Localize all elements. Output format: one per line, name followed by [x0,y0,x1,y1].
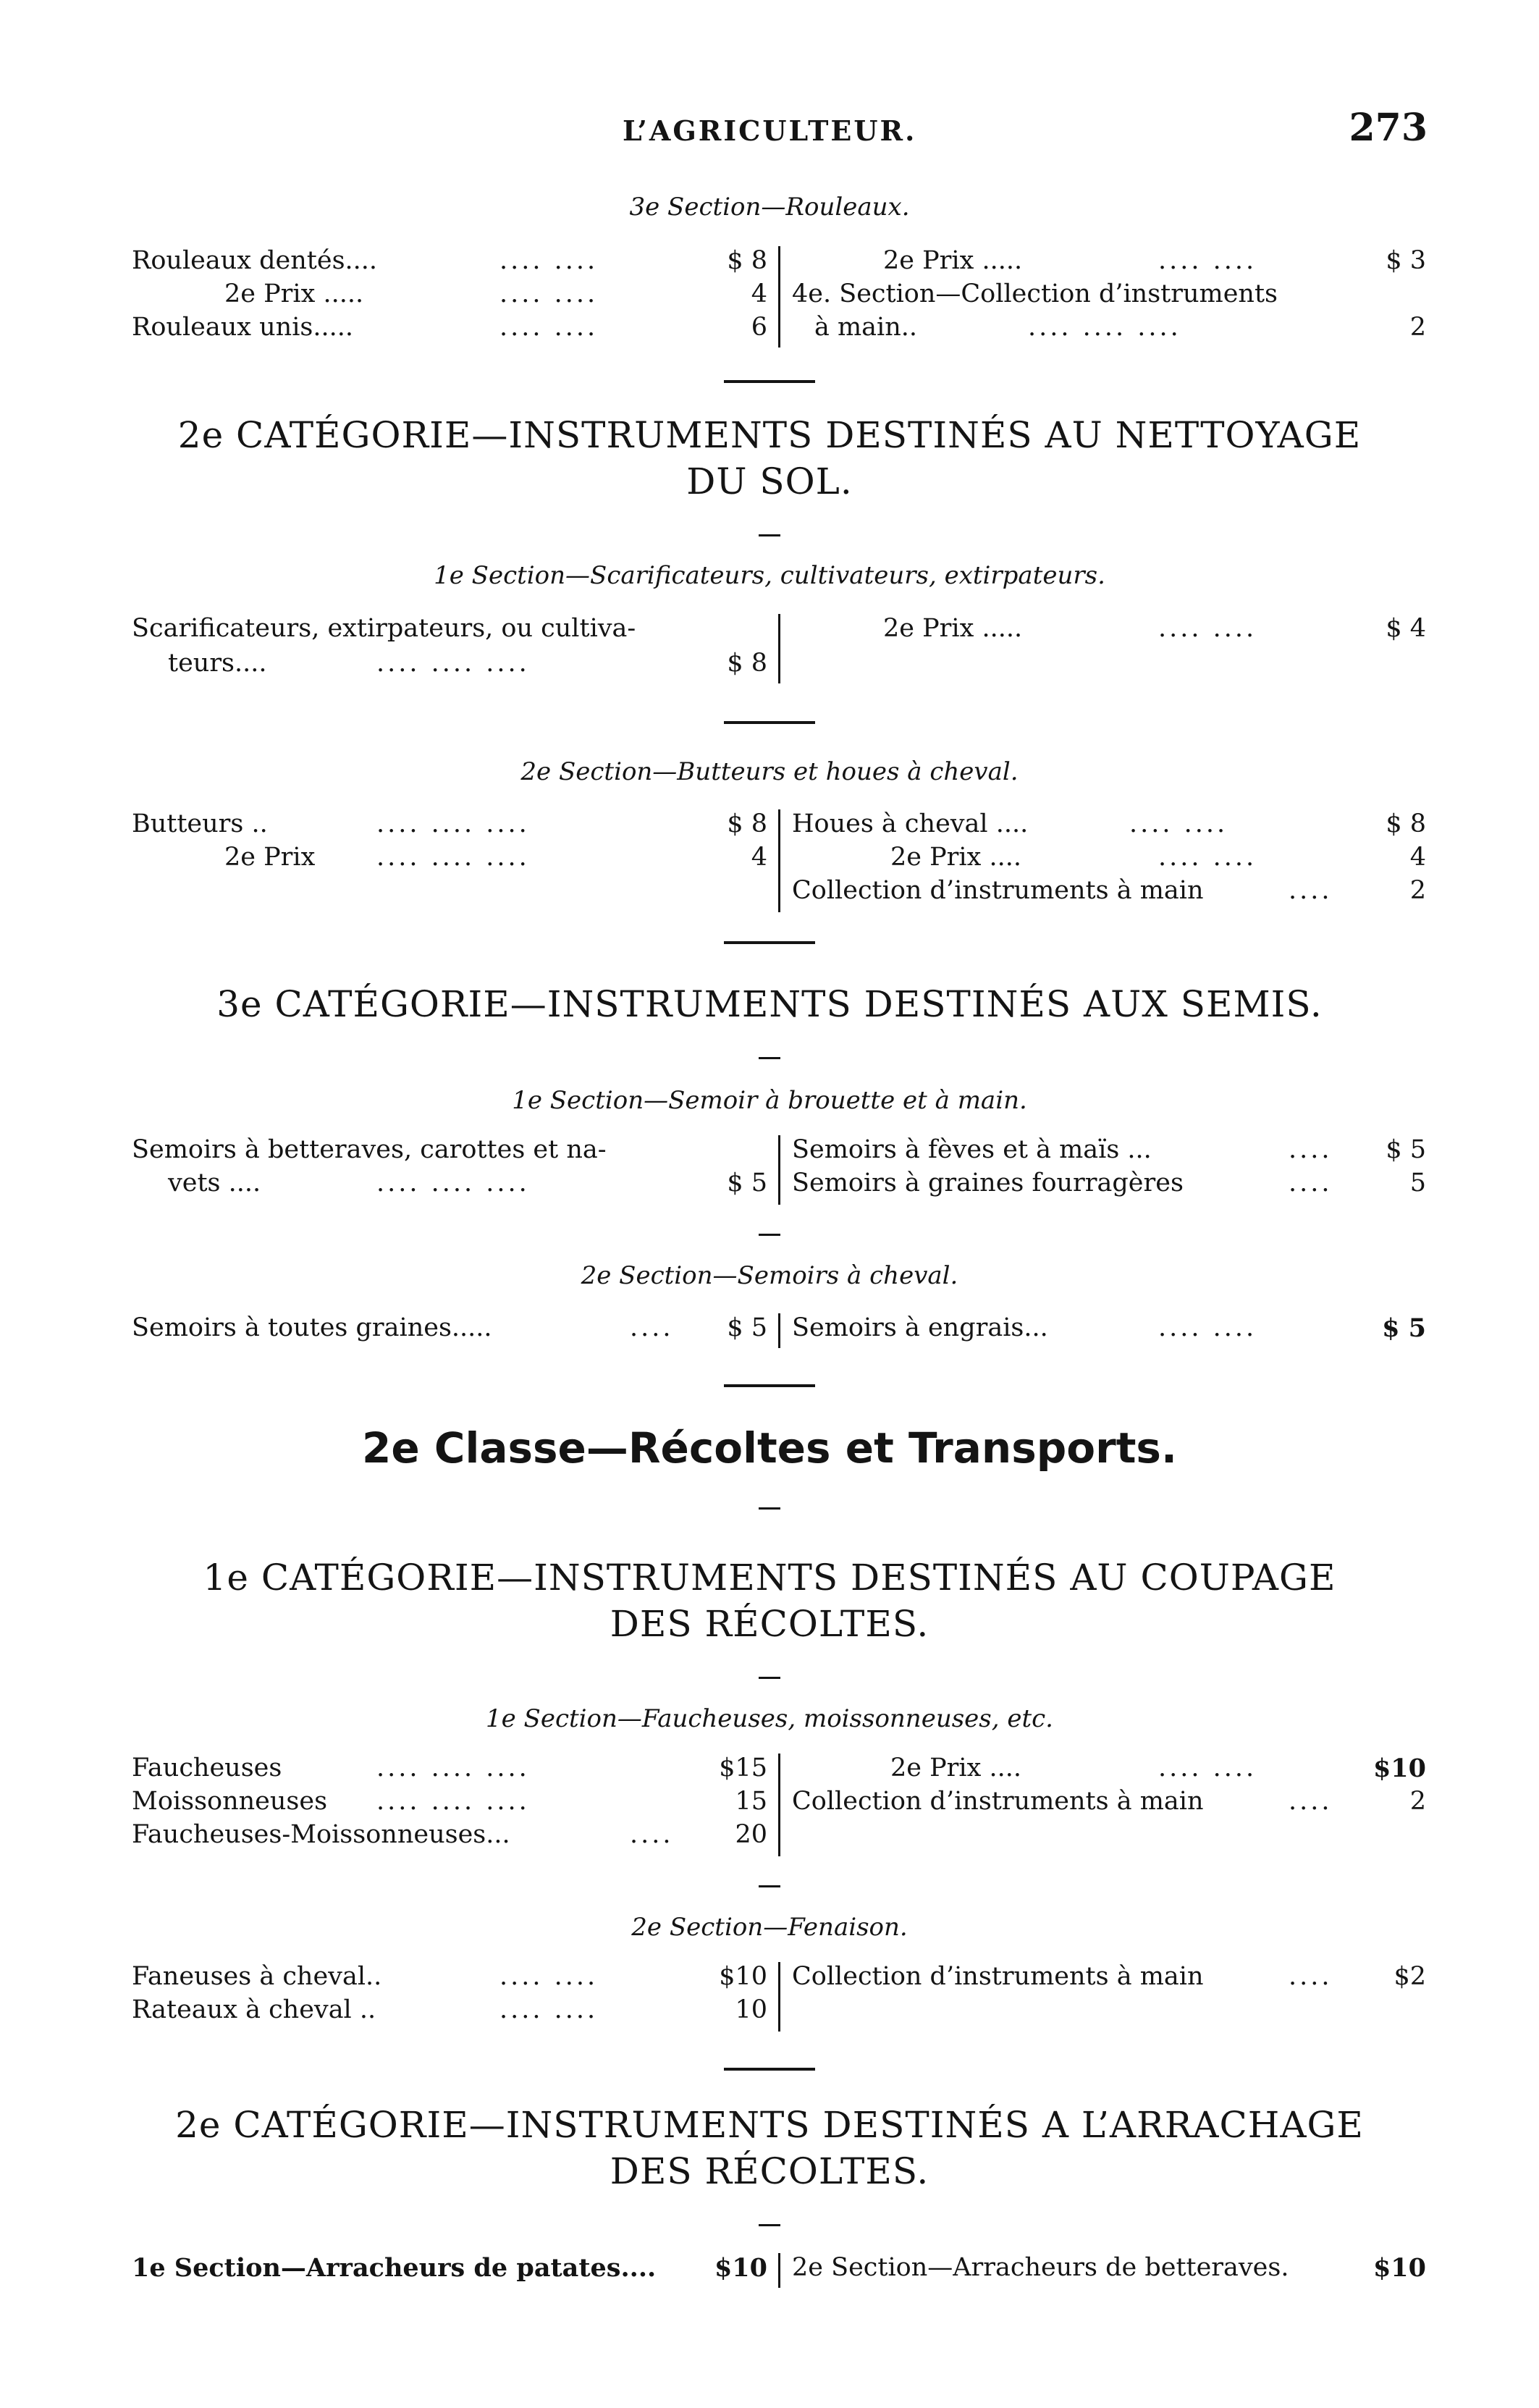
leader-dots: .... .... .... [376,649,530,678]
leader-dots: .... [630,1313,674,1342]
entry-label: 2e Section—Arracheurs de betteraves. [792,2253,1289,2282]
short-rule [759,2224,780,2226]
leader-dots: .... [1289,1962,1333,1991]
entry-value: $ 5 [727,1169,767,1197]
class-heading: 2e Classe—Récoltes et Transports. [362,1423,1177,1473]
section-rule [724,1384,815,1387]
entry-value: $ 8 [1386,809,1426,838]
category-heading: 3e CATÉGORIE—INSTRUMENTS DESTINÉS AUX SEMIS. [216,983,1323,1025]
entry-value: $10 [719,1962,767,1991]
entry-label: Semoirs à toutes graines..... [132,1313,492,1342]
section-title-fenaison: 2e Section—Fenaison. [631,1913,908,1942]
entry-label: Semoirs à fèves et à maïs ... [792,1135,1152,1164]
entry-value: 2 [1409,1787,1426,1816]
section-title-rouleaux: 3e Section—Rouleaux. [629,193,910,222]
short-rule [759,1234,780,1236]
section-rule [724,380,815,383]
entry-value: 4 [751,843,767,872]
entry-label: 2e Prix .... [890,843,1021,872]
entry-value: $ 5 [1386,1135,1426,1164]
entry-value: $10 [1373,2253,1426,2283]
entry-label: vets .... [168,1169,261,1197]
leader-dots: .... .... [1158,843,1257,872]
leader-dots: .... .... [499,246,599,275]
leader-dots: .... .... .... [376,843,530,872]
entry-value: 6 [751,313,767,342]
entry-value: $10 [1373,1754,1426,1783]
leader-dots: .... .... .... [376,1754,530,1782]
entry-label: Houes à cheval .... [792,809,1029,838]
leader-dots: .... .... [1158,1313,1257,1342]
entry-value: $10 [714,2253,767,2283]
entry-value: $2 [1393,1962,1426,1991]
leader-dots: .... [1289,1135,1333,1164]
category-heading: 2e CATÉGORIE—INSTRUMENTS DESTINÉS AU NETTOYAGE [177,414,1362,456]
category-heading-cont: DES RÉCOLTES. [610,2150,929,2192]
entry-label: Moissonneuses [132,1787,328,1816]
column-divider [778,809,780,912]
short-rule [759,534,780,536]
entry-value: $ 8 [727,649,767,678]
leader-dots: .... .... .... [376,809,530,838]
entry-label: à main.. [814,313,918,342]
section-rule [724,941,815,944]
leader-dots: .... .... .... [1028,313,1181,342]
entry-label: Semoirs à graines fourragères [792,1169,1184,1197]
entry-value: $ 4 [1386,614,1426,643]
category-heading-cont: DES RÉCOLTES. [610,1603,929,1645]
entry-label: Rouleaux unis..... [132,313,354,342]
section-title-semoir-main: 1e Section—Semoir à brouette et à main. [512,1086,1027,1115]
category-heading: 2e CATÉGORIE—INSTRUMENTS DESTINÉS A L’ARRACHAGE [175,2104,1364,2146]
page-number: 273 [1349,106,1428,150]
leader-dots: .... .... [1129,809,1228,838]
column-divider [778,1754,780,1856]
entry-value: 10 [735,1995,767,2024]
leader-dots: .... [630,1820,674,1849]
leader-dots: .... .... [499,1995,599,2024]
entry-label: 4e. Section—Collection d’instruments [792,279,1278,308]
entry-label: 2e Prix ..... [224,279,364,308]
leader-dots: .... [1289,1169,1333,1197]
entry-value: $ 5 [727,1313,767,1342]
column-divider [778,1135,780,1205]
short-rule [759,1057,780,1059]
entry-label: Faucheuses [132,1754,282,1782]
column-divider [778,1962,780,2032]
short-rule [759,1677,780,1679]
entry-value: 5 [1409,1169,1426,1197]
section-title-semoirs-cheval: 2e Section—Semoirs à cheval. [581,1261,958,1290]
entry-label: Faucheuses-Moissonneuses... [132,1820,510,1849]
entry-label: 1e Section—Arracheurs de patates.... [132,2253,657,2283]
entry-label: Rateaux à cheval .. [132,1995,376,2024]
section-rule [724,2068,815,2071]
entry-label: 2e Prix ..... [883,246,1023,275]
column-divider [778,2253,780,2288]
entry-label: Collection d’instruments à main [792,1962,1204,1991]
category-heading: 1e CATÉGORIE—INSTRUMENTS DESTINÉS AU COUPAGE [203,1557,1336,1599]
column-divider [778,246,780,348]
leader-dots: .... .... [499,313,599,342]
entry-label: Collection d’instruments à main [792,876,1204,905]
leader-dots: .... .... [1158,246,1257,275]
entry-value: 20 [735,1820,767,1849]
entry-label: Semoirs à betteraves, carottes et na- [132,1135,607,1164]
entry-value: $ 5 [1382,1313,1426,1343]
section-title-faucheuses: 1e Section—Faucheuses, moissonneuses, etc. [486,1704,1053,1733]
entry-value: 4 [1409,843,1426,872]
entry-label: 2e Prix [224,843,316,872]
leader-dots: .... .... [499,279,599,308]
entry-value: $ 3 [1386,246,1426,275]
leader-dots: .... .... [1158,614,1257,643]
leader-dots: .... [1289,876,1333,905]
leader-dots: .... .... .... [376,1169,530,1197]
entry-value: 4 [751,279,767,308]
entry-value: 2 [1409,313,1426,342]
short-rule [759,1885,780,1887]
leader-dots: .... .... [499,1962,599,1991]
section-rule [724,721,815,724]
entry-value: $ 8 [727,246,767,275]
column-divider [778,614,780,683]
leader-dots: .... .... [1158,1754,1257,1782]
entry-value: $ 8 [727,809,767,838]
entry-label: Scarificateurs, extirpateurs, ou cultiva- [132,614,636,643]
entry-label: Butteurs .. [132,809,268,838]
entry-value: $15 [719,1754,767,1782]
entry-label: Faneuses à cheval.. [132,1962,382,1991]
entry-label: Rouleaux dentés.... [132,246,378,275]
entry-label: 2e Prix .... [890,1754,1021,1782]
entry-label: Semoirs à engrais... [792,1313,1048,1342]
category-heading-cont: DU SOL. [686,460,853,502]
section-title-butteurs: 2e Section—Butteurs et houes à cheval. [520,757,1019,786]
entry-label: teurs.... [168,649,267,678]
entry-value: 2 [1409,876,1426,905]
short-rule [759,1507,780,1510]
running-title: L’AGRICULTEUR. [623,114,917,147]
entry-label: Collection d’instruments à main [792,1787,1204,1816]
entry-value: 15 [735,1787,767,1816]
leader-dots: .... .... .... [376,1787,530,1816]
entry-label: 2e Prix ..... [883,614,1023,643]
column-divider [778,1313,780,1348]
section-title-scarificateurs: 1e Section—Scarificateurs, cultivateurs, extirpateurs. [434,561,1105,590]
leader-dots: .... [1289,1787,1333,1816]
